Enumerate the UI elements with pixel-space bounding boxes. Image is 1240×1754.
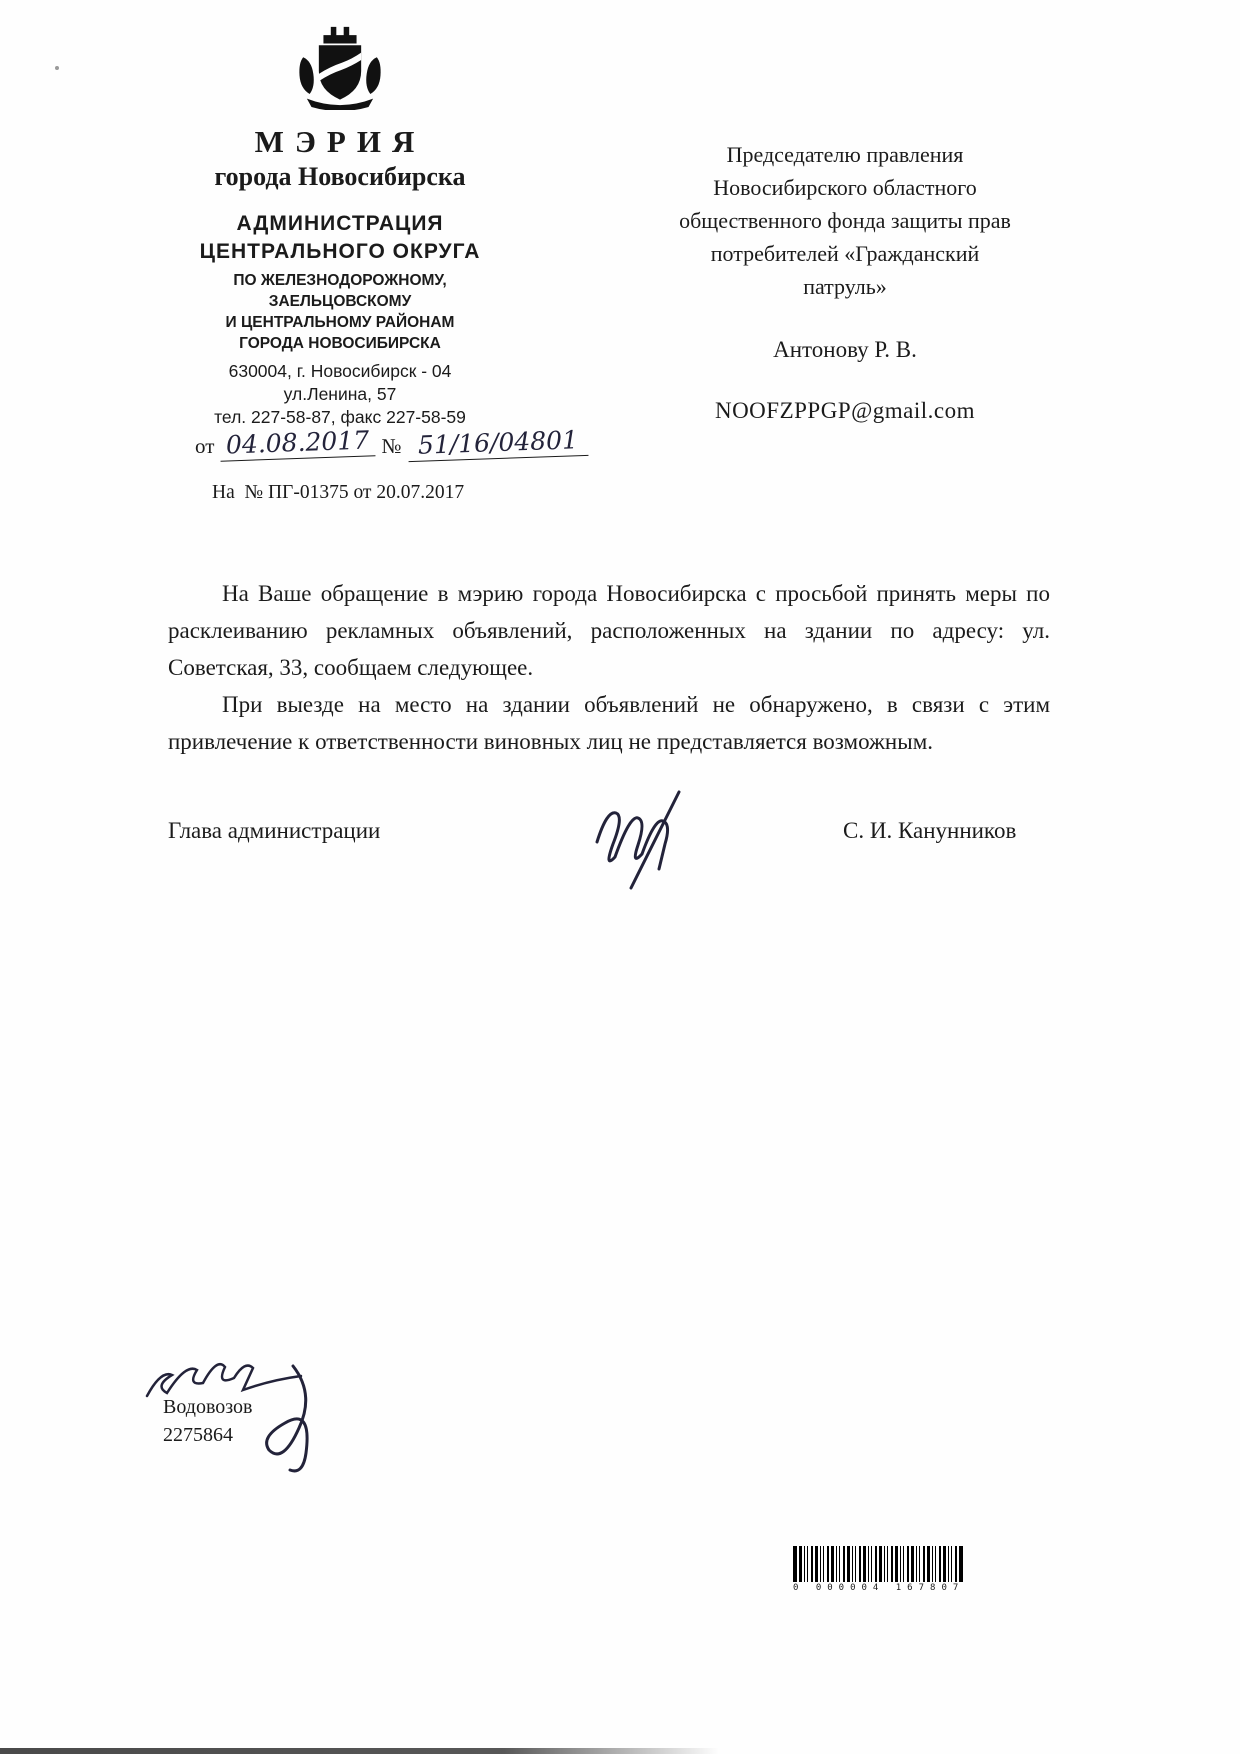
incoming-reference-line: На № ПГ-01375 от 20.07.2017 [212,482,465,503]
district-line: ПО ЖЕЛЕЗНОДОРОЖНОМУ, [233,272,447,289]
barcode-digits: 0 000004 167807 [793,1583,965,1593]
body-paragraph-1: На Ваше обращение в мэрию города Новосибирска с просьбой принять меры по расклеиванию рекламных объявлений, расположенных на здании по адресу: ул. Советская, 33, сообщаем следующее. [168,581,1050,680]
body-paragraph-2: При выезде на место на здании объявлений не обнаружено, в связи с этим привлечение к ответственности виновных лиц не представляется возможным. [168,692,1050,754]
number-label: № [381,434,402,458]
signature-scribble [575,780,725,900]
recipient-title-line: общественного фонда защиты прав [679,208,1011,233]
recipient-block [635,138,1055,427]
recipient-name: Антонову Р. В. [773,337,917,362]
recipient-email: NOOFZPPGP@gmail.com [714,398,976,423]
org-name-mayoralty: МЭРИЯ [254,124,426,159]
executor-name: Водовозов [163,1396,253,1418]
recipient-title-line: потребителей «Гражданский [710,241,980,266]
postal-address: 630004, г. Новосибирск - 04 [228,361,452,381]
district-line: ЗАЕЛЬЦОВСКОМУ [268,293,412,310]
administration-line2: ЦЕНТРАЛЬНОГО ОКРУГА [199,240,481,263]
phone-fax: тел. 227-58-87, факс 227-58-59 [214,407,466,427]
recipient-title-line: патруль» [803,274,887,299]
executor-phone: 2275864 [163,1424,233,1446]
barcode-bars [793,1546,963,1582]
recipient-title-line: Председателю правления [726,142,964,167]
districts-block [150,270,530,354]
letter-body [168,575,1050,760]
address-block [150,360,530,429]
org-name-city: города Новосибирска [214,162,466,191]
street-address: ул.Ленина, 57 [283,384,397,404]
scan-edge-artifact [0,1748,719,1754]
letterhead [150,22,530,429]
signer-name: С. И. Канунников [843,818,1017,843]
from-label: от [195,434,215,458]
scan-artifact-dot [55,66,59,70]
signer-position: Глава администрации [168,818,381,843]
district-line: И ЦЕНТРАЛЬНОМУ РАЙОНАМ [225,314,455,331]
registration-barcode [793,1546,965,1593]
handwritten-outgoing-number: 51/16/04801 [407,425,588,462]
recipient-title-line: Новосибирского областного [713,175,977,200]
novosibirsk-coat-of-arms-icon [294,22,386,110]
handwritten-date: 04.08.2017 [220,425,376,461]
administration-line1: АДМИНИСТРАЦИЯ [236,212,444,235]
outgoing-reference-line [195,425,615,460]
district-line: ГОРОДА НОВОСИБИРСКА [239,335,441,352]
